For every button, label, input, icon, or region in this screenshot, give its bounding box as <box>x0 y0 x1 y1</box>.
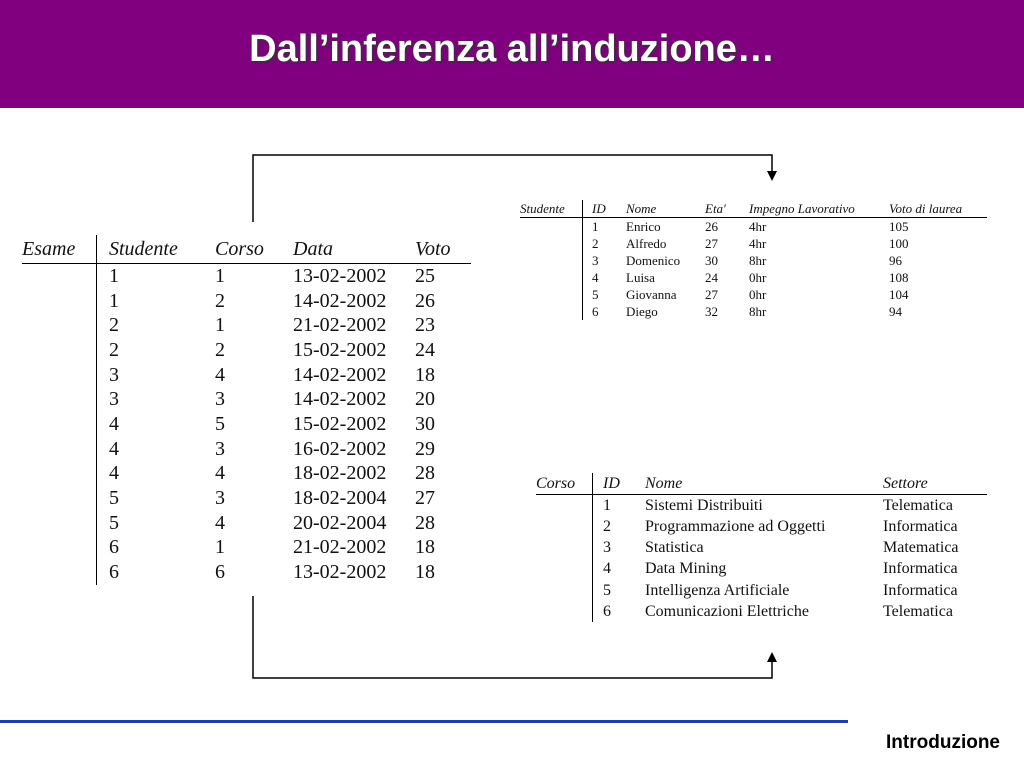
table-row <box>22 289 471 314</box>
table-cell: Enrico <box>626 218 661 234</box>
table-cell: 27 <box>705 235 718 251</box>
column-header: Nome <box>626 200 705 218</box>
table-cell: Statistica <box>645 539 704 557</box>
row-spacer <box>536 559 593 580</box>
esame-table <box>22 235 471 585</box>
table-cell: 1 <box>592 218 599 234</box>
table-cell: 1 <box>215 314 225 337</box>
arrow-head-corso <box>767 652 777 662</box>
table-row <box>536 538 987 559</box>
row-spacer <box>536 516 593 537</box>
table-cell: 30 <box>705 252 718 268</box>
studente-table <box>520 200 987 320</box>
table-cell: 5 <box>592 286 599 302</box>
table-cell: 6 <box>109 536 119 559</box>
table-cell: 28 <box>415 462 435 485</box>
table-cell: 30 <box>415 412 435 435</box>
table-cell: Programmazione ad Oggetti <box>645 517 826 535</box>
row-spacer <box>22 289 97 314</box>
table-cell: Luisa <box>626 269 655 285</box>
arrow-head-studente <box>767 171 777 181</box>
table-cell: 96 <box>889 252 902 268</box>
table-cell: 5 <box>109 511 119 534</box>
table-cell: 3 <box>215 437 225 460</box>
table-cell: 2 <box>215 289 225 312</box>
column-header: Corso <box>215 235 293 264</box>
table-cell: 6 <box>109 561 119 584</box>
table-cell: 2 <box>109 314 119 337</box>
table-cell: 4 <box>109 437 119 460</box>
table-cell: 100 <box>889 235 909 251</box>
relation-name: Studente <box>520 200 583 218</box>
table-cell: 32 <box>705 303 718 319</box>
table-cell: 26 <box>705 218 718 234</box>
table-cell: 4hr <box>749 218 767 234</box>
table-cell: Matematica <box>883 539 959 557</box>
row-spacer <box>22 338 97 363</box>
table-row <box>520 252 987 269</box>
row-spacer <box>22 437 97 462</box>
row-spacer <box>22 313 97 338</box>
table-cell: 28 <box>415 511 435 534</box>
row-spacer <box>22 560 97 585</box>
table-cell: 6 <box>603 602 611 620</box>
table-cell: 15-02-2002 <box>293 338 387 361</box>
row-spacer <box>520 303 583 320</box>
row-spacer <box>22 412 97 437</box>
table-cell: 18-02-2002 <box>293 462 387 485</box>
column-header: Studente <box>97 235 216 264</box>
table-cell: 5 <box>603 581 611 599</box>
row-spacer <box>22 462 97 487</box>
table-cell: 4 <box>109 412 119 435</box>
table-row <box>22 387 471 412</box>
table-cell: 3 <box>592 252 599 268</box>
table-cell: Telematica <box>883 496 953 514</box>
table-cell: 18-02-2004 <box>293 487 387 510</box>
table-cell: 4 <box>215 462 225 485</box>
table-row <box>520 269 987 286</box>
table-cell: 27 <box>415 487 435 510</box>
table-cell: 3 <box>109 388 119 411</box>
slide-title: Dall’inferenza all’induzione… <box>249 28 775 70</box>
table-cell: 21-02-2002 <box>293 314 387 337</box>
table-cell: 4 <box>215 511 225 534</box>
table-cell: Informatica <box>883 517 958 535</box>
column-header: Data <box>293 235 415 264</box>
table-cell: 27 <box>705 286 718 302</box>
table-cell: 105 <box>889 218 909 234</box>
column-header: Settore <box>883 473 987 495</box>
table-row <box>22 264 471 289</box>
table-row <box>22 462 471 487</box>
table-row <box>536 495 987 517</box>
table-cell: Informatica <box>883 581 958 599</box>
table-cell: 20-02-2004 <box>293 511 387 534</box>
table-cell: 16-02-2002 <box>293 437 387 460</box>
table-cell: 4 <box>215 363 225 386</box>
table-row <box>520 235 987 252</box>
table-cell: 3 <box>215 388 225 411</box>
table-cell: 0hr <box>749 286 767 302</box>
column-header: Impegno Lavorativo <box>749 200 889 218</box>
table-cell: Comunicazioni Elettriche <box>645 602 809 620</box>
column-header: Voto <box>415 235 471 264</box>
table-cell: 2 <box>603 517 611 535</box>
row-spacer <box>536 601 593 622</box>
table-cell: 5 <box>215 412 225 435</box>
table-cell: Data Mining <box>645 560 727 578</box>
table-cell: 4hr <box>749 235 767 251</box>
table-cell: 2 <box>215 338 225 361</box>
table-cell: Telematica <box>883 602 953 620</box>
table-cell: 2 <box>109 338 119 361</box>
table-row <box>22 313 471 338</box>
row-spacer <box>22 264 97 289</box>
table-cell: 14-02-2002 <box>293 289 387 312</box>
table-cell: 94 <box>889 303 902 319</box>
table-cell: 18 <box>415 561 435 584</box>
row-spacer <box>536 495 593 517</box>
table-row <box>520 303 987 320</box>
row-spacer <box>22 536 97 561</box>
table-cell: 24 <box>415 338 435 361</box>
table-cell: 108 <box>889 269 909 285</box>
row-spacer <box>536 538 593 559</box>
footer-divider <box>0 720 848 723</box>
table-cell: 13-02-2002 <box>293 561 387 584</box>
table-cell: 6 <box>592 303 599 319</box>
column-header: Eta′ <box>705 200 749 218</box>
table-cell: 18 <box>415 363 435 386</box>
table-cell: 0hr <box>749 269 767 285</box>
table-cell: 6 <box>215 561 225 584</box>
row-spacer <box>536 580 593 601</box>
table-cell: 14-02-2002 <box>293 363 387 386</box>
table-header-row <box>520 200 987 218</box>
row-spacer <box>22 363 97 388</box>
table-cell: 3 <box>215 487 225 510</box>
row-spacer <box>520 235 583 252</box>
table-row <box>22 511 471 536</box>
table-cell: 1 <box>109 289 119 312</box>
row-spacer <box>520 218 583 236</box>
relation-name: Corso <box>536 473 593 495</box>
table-row <box>22 437 471 462</box>
table-row <box>22 536 471 561</box>
table-cell: 20 <box>415 388 435 411</box>
table-cell: 104 <box>889 286 909 302</box>
table-cell: Sistemi Distribuiti <box>645 496 763 514</box>
table-cell: 8hr <box>749 252 767 268</box>
table-row <box>520 286 987 303</box>
table-row <box>22 412 471 437</box>
table-cell: Informatica <box>883 560 958 578</box>
column-header: ID <box>593 473 646 495</box>
table-cell: 26 <box>415 289 435 312</box>
table-cell: Intelligenza Artificiale <box>645 581 790 599</box>
table-cell: 2 <box>592 235 599 251</box>
table-cell: 29 <box>415 437 435 460</box>
table-cell: 8hr <box>749 303 767 319</box>
table-cell: 1 <box>215 536 225 559</box>
table-cell: 18 <box>415 536 435 559</box>
table-cell: 4 <box>592 269 599 285</box>
table-row <box>536 559 987 580</box>
table-cell: Diego <box>626 303 658 319</box>
table-cell: 3 <box>603 539 611 557</box>
table-cell: 15-02-2002 <box>293 412 387 435</box>
table-cell: 21-02-2002 <box>293 536 387 559</box>
table-header-row <box>536 473 987 495</box>
footer-section-label: Introduzione <box>886 732 1000 753</box>
row-spacer <box>22 387 97 412</box>
table-cell: 13-02-2002 <box>293 264 387 287</box>
table-cell: Giovanna <box>626 286 677 302</box>
relation-name: Esame <box>22 235 97 264</box>
table-row <box>22 363 471 388</box>
table-row <box>22 560 471 585</box>
column-header: ID <box>583 200 627 218</box>
row-spacer <box>22 511 97 536</box>
row-spacer <box>22 486 97 511</box>
table-cell: Domenico <box>626 252 681 268</box>
table-row <box>22 338 471 363</box>
table-row <box>536 516 987 537</box>
table-cell: 4 <box>109 462 119 485</box>
table-cell: 25 <box>415 264 435 287</box>
table-cell: 23 <box>415 314 435 337</box>
row-spacer <box>520 269 583 286</box>
row-spacer <box>520 286 583 303</box>
row-spacer <box>520 252 583 269</box>
table-cell: Alfredo <box>626 235 667 251</box>
table-cell: 4 <box>603 560 611 578</box>
table-cell: 24 <box>705 269 718 285</box>
column-header: Nome <box>645 473 883 495</box>
table-row <box>520 218 987 236</box>
table-cell: 1 <box>603 496 611 514</box>
table-cell: 1 <box>109 264 119 287</box>
table-cell: 3 <box>109 363 119 386</box>
table-cell: 5 <box>109 487 119 510</box>
table-header-row <box>22 235 471 264</box>
corso-table <box>536 473 987 622</box>
column-header: Voto di laurea <box>889 200 987 218</box>
table-row <box>536 580 987 601</box>
table-cell: 1 <box>215 264 225 287</box>
table-row <box>536 601 987 622</box>
table-cell: 14-02-2002 <box>293 388 387 411</box>
table-row <box>22 486 471 511</box>
